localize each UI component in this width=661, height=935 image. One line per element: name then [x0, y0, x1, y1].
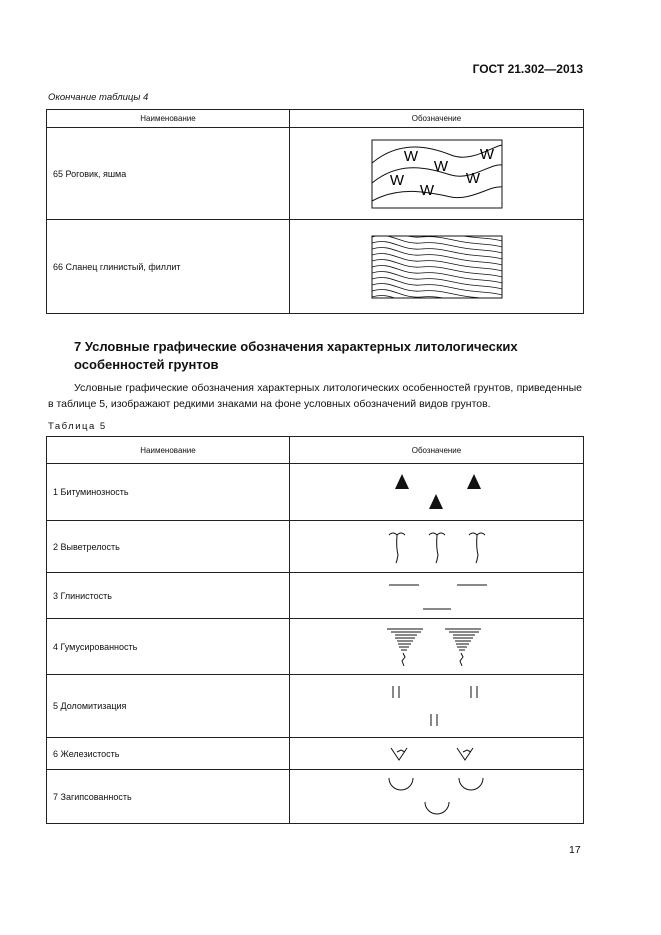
iron-symbol: [290, 738, 584, 770]
col-symbol-header: Обозначение: [290, 110, 584, 128]
row-name: 5 Доломитизация: [47, 675, 290, 738]
shale-symbol: [290, 220, 584, 314]
gypsum-symbol: [290, 770, 584, 824]
clay-symbol: [290, 573, 584, 619]
svg-text:W: W: [403, 147, 418, 165]
row-name: 7 Загипсованность: [47, 770, 290, 824]
table5-caption: Таблица 5: [48, 421, 107, 432]
table-5: [46, 436, 584, 824]
hornfels-symbol: [290, 128, 584, 220]
weathering-symbol: [290, 521, 584, 573]
svg-text:W: W: [419, 181, 434, 199]
row-name: 66 Сланец глинистый, филлит: [47, 220, 290, 314]
svg-text:W: W: [479, 145, 494, 163]
row-name: 2 Выветрелость: [47, 521, 290, 573]
table4-caption: Окончание таблицы 4: [48, 92, 149, 103]
dolomite-symbol: [290, 675, 584, 738]
section-paragraph: Условные графические обозначения характерных литологических особенностей грунтов, приведенные в таблице 5, изображают редкими знаками на фоне условных обозначений видов грунтов.: [48, 382, 582, 410]
col-name-header: Наименование: [47, 110, 290, 128]
section-title: 7 Условные графические обозначения характерных литологических особенностей грунтов: [74, 339, 518, 372]
row-name: 6 Железистость: [47, 738, 290, 770]
row-name: 1 Битуминозность: [47, 464, 290, 521]
row-name: 65 Роговик, яшма: [47, 128, 290, 220]
svg-text:W: W: [389, 171, 404, 189]
table-4: [46, 109, 584, 314]
page-number: 17: [569, 844, 581, 856]
row-name: 3 Глинистость: [47, 573, 290, 619]
svg-text:W: W: [433, 157, 448, 175]
svg-text:W: W: [465, 169, 480, 187]
bitumen-symbol: [290, 464, 584, 521]
row-name: 4 Гумусированность: [47, 619, 290, 675]
col-symbol-header: Обозначение: [290, 437, 584, 464]
standard-number: ГОСТ 21.302—2013: [472, 62, 583, 76]
humus-symbol: [290, 619, 584, 675]
col-name-header: Наименование: [47, 437, 290, 464]
